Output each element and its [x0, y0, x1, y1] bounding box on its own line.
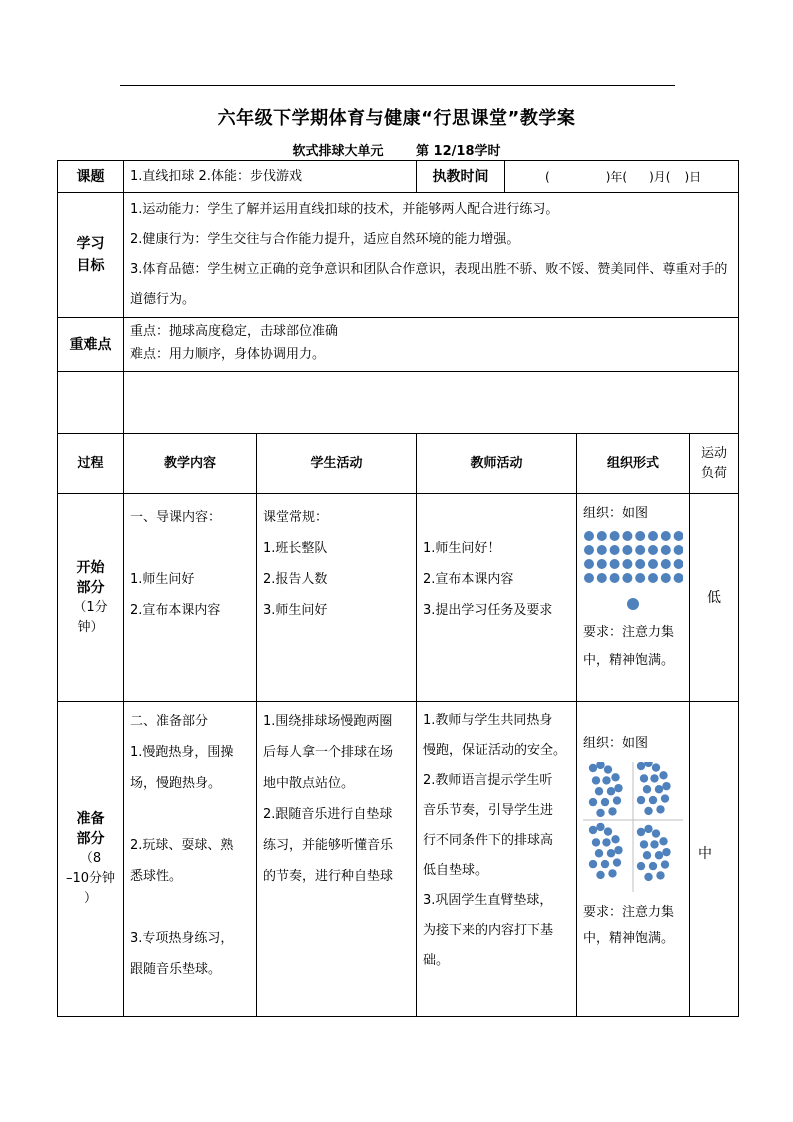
- student-dot: [644, 762, 652, 767]
- student-dot: [674, 559, 683, 569]
- goal-item: 3.体育品德：学生树立正确的竞争意识和团队合作意识，表现出胜不骄、败不馁、赞美同伴、尊重对手的道德行为。: [130, 262, 728, 307]
- student-dot: [584, 559, 594, 569]
- student-dot: [635, 545, 645, 555]
- student-dot: [674, 531, 683, 541]
- student-dot: [613, 796, 621, 804]
- student-dot: [608, 807, 616, 815]
- student-dot: [635, 559, 645, 569]
- student-dot: [661, 860, 669, 868]
- keypoints-cell: [124, 318, 739, 372]
- student-dot: [644, 873, 652, 881]
- student-dot: [648, 531, 658, 541]
- key-point: 重点：抛球高度稳定，击球部位准确: [130, 324, 339, 339]
- student-dot: [643, 785, 651, 793]
- student-dot: [640, 774, 648, 782]
- time-label: 执教时间: [417, 161, 505, 192]
- student-dot: [604, 827, 612, 835]
- difficulty-point: 难点：用力顺序，身体协调用力。: [130, 347, 326, 362]
- student-dot: [607, 787, 615, 795]
- student-dot: [622, 545, 632, 555]
- student-dot: [649, 862, 657, 870]
- student-dot: [610, 531, 620, 541]
- student-dot: [622, 573, 632, 583]
- prep-section-row: [58, 702, 739, 1017]
- header-org: 组织形式: [577, 434, 690, 494]
- student-dot: [608, 869, 616, 877]
- student-dot: [596, 823, 604, 831]
- student-dot: [656, 805, 664, 813]
- topic-row: [58, 161, 739, 193]
- header-content: 教学内容: [124, 434, 257, 494]
- time-cell: [417, 161, 739, 193]
- student-dot: [652, 763, 660, 771]
- student-dot: [648, 545, 658, 555]
- student-dot: [584, 531, 594, 541]
- student-dot: [622, 559, 632, 569]
- student-dot: [589, 764, 597, 772]
- student-dot: [613, 858, 621, 866]
- student-dot: [640, 840, 648, 848]
- date-value: ( )年( )月( )日: [545, 169, 702, 184]
- goals-list: [124, 193, 739, 318]
- lesson-number: 第 12/18学时: [416, 144, 501, 159]
- student-dot: [648, 573, 658, 583]
- scatter-formation-diagram: [583, 762, 683, 892]
- student-dot: [648, 559, 658, 569]
- start-section-row: [58, 494, 739, 702]
- student-dot: [584, 545, 594, 555]
- student-dot: [661, 545, 671, 555]
- student-dot: [610, 559, 620, 569]
- student-dot: [661, 559, 671, 569]
- student-dot: [597, 545, 607, 555]
- student-dot: [674, 573, 683, 583]
- student-dot: [655, 785, 663, 793]
- start-teacher: 1.师生问好！ 2.宣布本课内容 3.提出学习任务及要求: [417, 494, 577, 702]
- teacher-dot: [627, 598, 639, 610]
- student-dot: [652, 829, 660, 837]
- student-dot: [601, 860, 609, 868]
- student-dot: [655, 851, 663, 859]
- student-dot: [661, 531, 671, 541]
- unit-name: 软式排球大单元: [292, 144, 384, 159]
- student-dot: [611, 773, 619, 781]
- header-load: 运动 负荷: [690, 434, 739, 494]
- keypoints-label: 重难点: [58, 318, 124, 372]
- start-content: 一、导课内容： 1.师生问好 2.宣布本课内容: [124, 494, 257, 702]
- student-dot: [635, 531, 645, 541]
- blank-row: [58, 372, 739, 434]
- prep-load: 中: [690, 702, 739, 1017]
- student-dot: [592, 776, 600, 784]
- blank-cell: [124, 372, 739, 434]
- student-dot: [596, 809, 604, 817]
- student-dot: [610, 573, 620, 583]
- student-dot: [596, 871, 604, 879]
- goals-row: [58, 193, 739, 318]
- header-teacher: 教师活动: [417, 434, 577, 494]
- student-dot: [622, 531, 632, 541]
- header-student: 学生活动: [257, 434, 417, 494]
- student-dot: [659, 771, 667, 779]
- student-dot: [637, 762, 645, 770]
- student-dot: [637, 796, 645, 804]
- student-dot: [614, 784, 622, 792]
- student-dot: [589, 860, 597, 868]
- student-dot: [596, 762, 604, 769]
- student-dot: [595, 849, 603, 857]
- start-student: 课堂常规： 1.班长整队 2.报告人数 3.师生问好: [257, 494, 417, 702]
- student-dot: [610, 545, 620, 555]
- student-dot: [592, 838, 600, 846]
- student-dot: [644, 807, 652, 815]
- student-dot: [589, 798, 597, 806]
- prep-teacher: 1.教师与学生共同热身 慢跑，保证活动的安全。 2.教师语言提示学生听 音乐节奏，引导学生进 行不同条件下的排球高 低自垫球。 3.巩固学生直臂垫球， 为接下来的内容打下基 础。: [417, 702, 577, 1017]
- start-load: 低: [690, 494, 739, 702]
- header-process: 过程: [58, 434, 124, 494]
- student-dot: [597, 573, 607, 583]
- student-dot: [662, 782, 670, 790]
- student-dot: [661, 573, 671, 583]
- topic-value: 1.直线扣球 2.体能：步伐游戏: [124, 161, 417, 193]
- student-dot: [597, 559, 607, 569]
- formation-grid-diagram: [583, 530, 683, 616]
- page-subtitle: [0, 140, 793, 159]
- page-title: 六年级下学期体育与健康“行思课堂”教学案: [217, 108, 576, 129]
- prep-content: 二、准备部分 1.慢跑热身，围操 场，慢跑热身。 2.玩球、耍球、熟 悉球性。 3.专项热身练习， 跟随音乐垫球。: [124, 702, 257, 1017]
- student-dot: [637, 828, 645, 836]
- topic-label: 课题: [58, 161, 124, 193]
- student-dot: [650, 840, 658, 848]
- lesson-plan-table: [57, 160, 739, 1017]
- keypoints-row: [58, 318, 739, 372]
- student-dot: [635, 573, 645, 583]
- goal-item: 2.健康行为：学生交往与合作能力提升，适应自然环境的能力增强。: [130, 232, 520, 247]
- start-label: 开始 部分 （1分 钟）: [58, 494, 124, 702]
- student-dot: [644, 825, 652, 833]
- student-dot: [661, 794, 669, 802]
- goal-item: 1.运动能力：学生了解并运用直线扣球的技术，并能够两人配合进行练习。: [130, 202, 559, 217]
- student-dot: [637, 862, 645, 870]
- prep-label: 准备 部分 （8 –10分钟 ）: [58, 702, 124, 1017]
- student-dot: [597, 531, 607, 541]
- student-dot: [607, 849, 615, 857]
- student-dot: [611, 835, 619, 843]
- student-dot: [643, 851, 651, 859]
- student-dot: [595, 787, 603, 795]
- student-dot: [662, 848, 670, 856]
- student-dot: [602, 838, 610, 846]
- blank-cell: [58, 372, 124, 434]
- student-dot: [659, 837, 667, 845]
- student-dot: [602, 776, 610, 784]
- student-dot: [656, 871, 664, 879]
- student-dot: [614, 846, 622, 854]
- student-dot: [601, 798, 609, 806]
- start-org: 组织：如图 要求：注意力集 中，精神饱满。: [577, 494, 690, 702]
- header-rule: [120, 85, 675, 86]
- prep-student: 1.围绕排球场慢跑两圈 后每人拿一个排球在场 地中散点站位。 2.跟随音乐进行自垫球 练习，并能够听懂音乐 的节奏，进行种自垫球: [257, 702, 417, 1017]
- goals-label: 学习 目标: [58, 193, 124, 318]
- student-dot: [674, 545, 683, 555]
- student-dot: [589, 826, 597, 834]
- column-header-row: [58, 434, 739, 494]
- student-dot: [604, 765, 612, 773]
- prep-org: 组织：如图 要求：注意力集 中，精神饱满。: [577, 702, 690, 1017]
- student-dot: [650, 774, 658, 782]
- student-dot: [649, 796, 657, 804]
- student-dot: [584, 573, 594, 583]
